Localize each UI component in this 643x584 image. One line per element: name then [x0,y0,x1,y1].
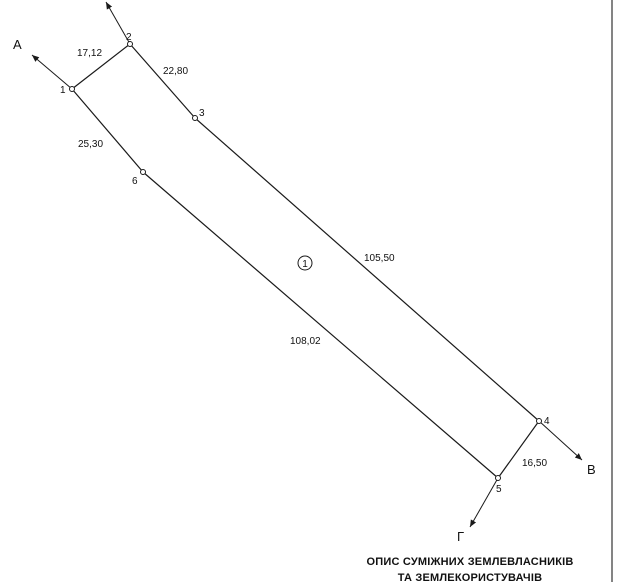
boundary-2-3 [130,44,195,118]
length-label-1-2: 17,12 [77,48,103,59]
direction-label-a: А [13,37,22,52]
direction-arrow-g [470,478,498,527]
vertex-5-label: 5 [496,484,502,495]
parcel-number: 1 [302,259,308,270]
boundary-6-1 [72,89,143,172]
vertex-3-marker [193,116,198,121]
direction-label-v: В [587,462,596,477]
length-label-4-5: 16,50 [522,458,548,469]
vertex-6-marker [141,170,146,175]
vertex-1-marker [70,87,75,92]
vertex-6-label: 6 [132,176,138,187]
length-label-6-1: 25,30 [78,139,104,150]
vertex-2-label: 2 [126,32,132,43]
vertex-5-marker [496,476,501,481]
boundary-4-5 [498,421,539,478]
vertex-4-label: 4 [544,416,550,427]
vertex-3-label: 3 [199,108,205,119]
length-label-3-4: 105,50 [364,253,395,264]
length-label-2-3: 22,80 [163,66,189,77]
caption-line-2: ТА ЗЕМЛЕКОРИСТУВАЧІВ [397,572,543,584]
boundary-5-6 [143,172,498,478]
boundary-3-4 [195,118,539,421]
caption-line-1: ОПИС СУМІЖНИХ ЗЕМЛЕВЛАСНИКІВ [366,556,574,568]
direction-arrow-a [32,55,72,89]
vertex-1-label: 1 [60,85,66,96]
length-label-5-6: 108,02 [290,336,321,347]
direction-label-g: Г [457,529,465,544]
vertex-4-marker [537,419,542,424]
